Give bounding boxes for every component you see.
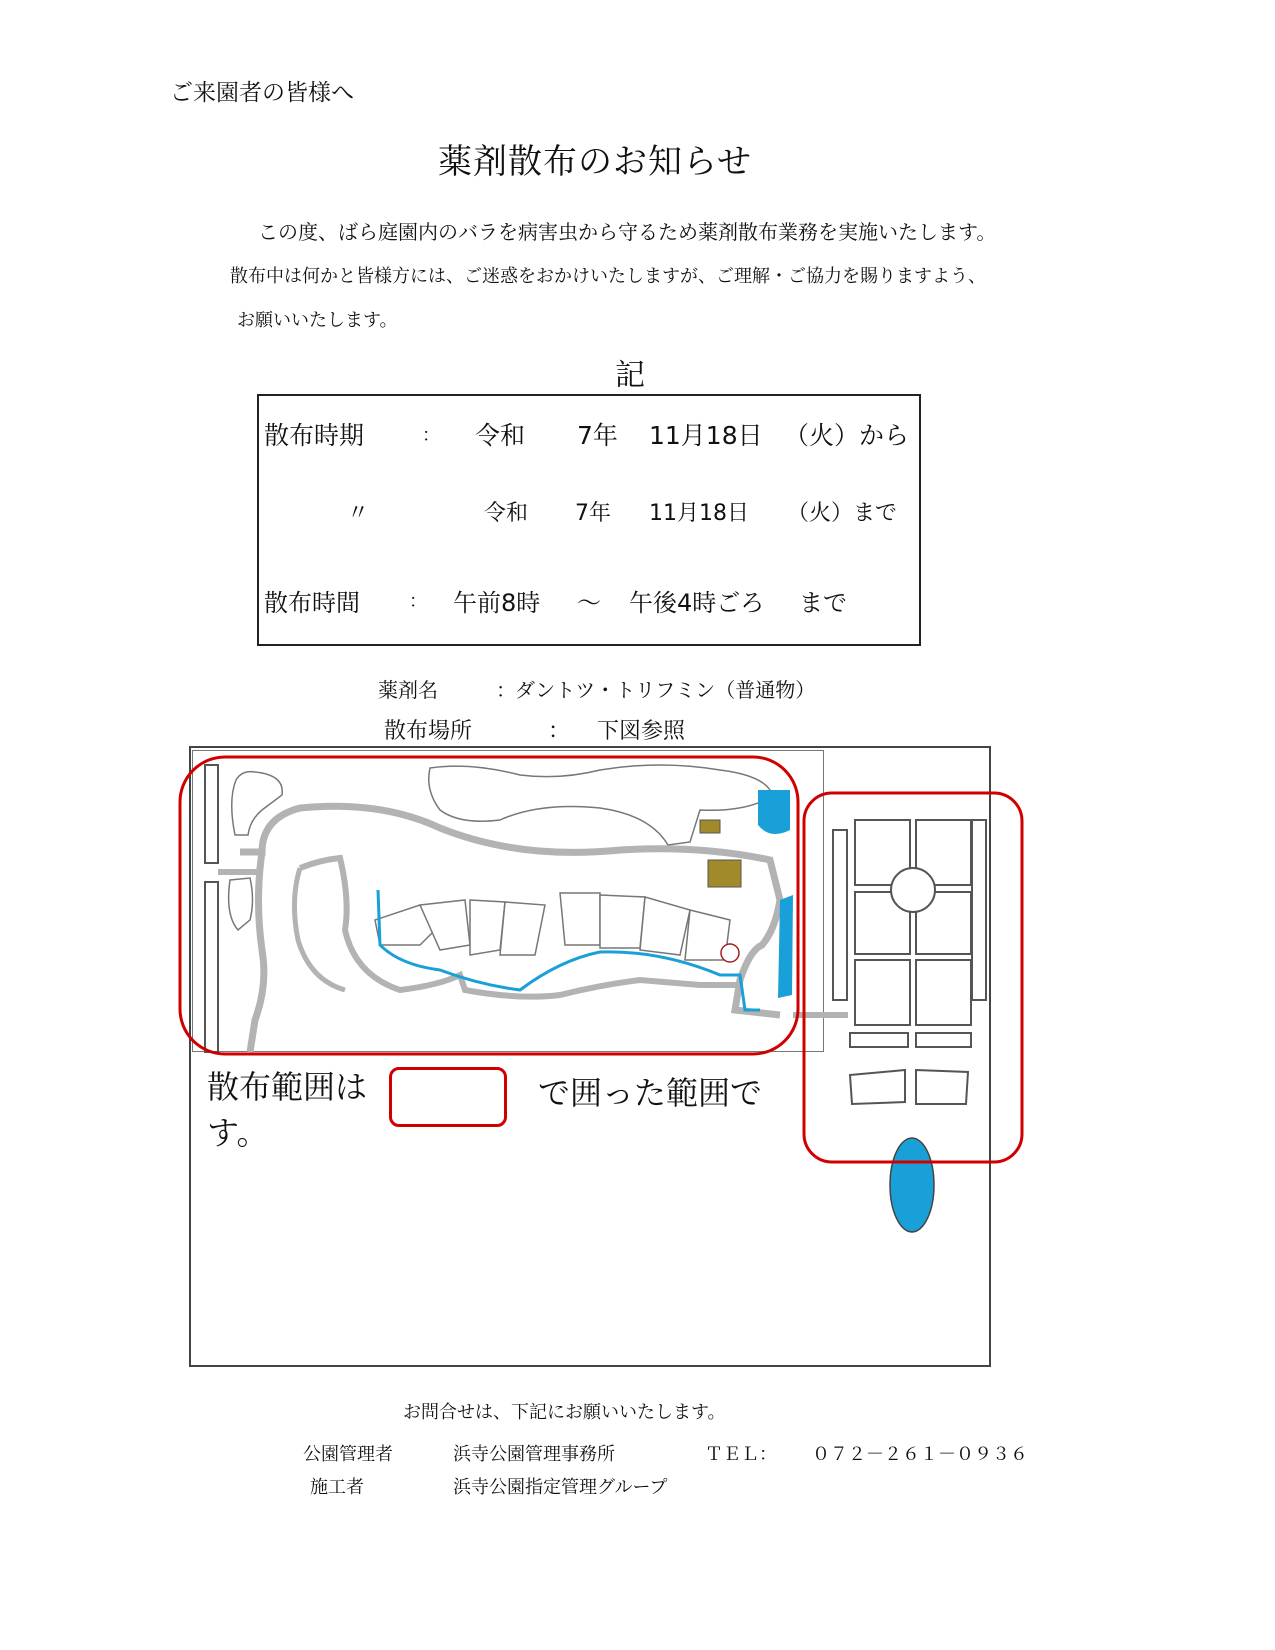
formal-strip-1: [850, 1033, 908, 1047]
rose-bed-6: [600, 895, 645, 948]
ki-heading: 記: [615, 358, 645, 393]
rose-bed-4: [500, 902, 545, 955]
time-tilde: ～: [577, 589, 601, 617]
contact-intro: お問合せは、下記にお願いいたします。: [403, 1402, 726, 1423]
inner-path-west: [294, 868, 345, 990]
formal-bench-left: [833, 830, 847, 1000]
left-bench-top: [205, 765, 218, 863]
building-small: [700, 820, 720, 833]
time-start: 午前8時: [453, 589, 541, 617]
manager-label: 公園管理者: [303, 1444, 393, 1465]
place-colon: ：: [548, 719, 571, 744]
contractor-label: 施工者: [310, 1477, 364, 1498]
formal-bed-5: [855, 960, 910, 1025]
time-until: まで: [799, 589, 847, 617]
period-era: 令和: [475, 421, 526, 450]
agent-value: ダントツ・トリフミン（普通物）: [515, 678, 816, 702]
period-label: 散布時期: [264, 421, 365, 450]
salutation: ご来園者の皆様へ: [170, 80, 354, 106]
intro-paragraph-2: 散布中は何かと皆様方には、ご迷惑をおかけいたしますが、ご理解・ご協力を賜りますよう、: [230, 266, 986, 287]
formal-bench-right: [972, 820, 986, 1000]
page-title: 薬剤散布のお知らせ: [438, 142, 752, 182]
east-pond-lower: [778, 895, 793, 998]
left-planting-lower: [229, 878, 253, 930]
fountain-marker: [721, 944, 739, 962]
formal-bed-6: [916, 960, 971, 1025]
tel-number: ０７２－２６１－０９３６: [812, 1444, 1028, 1465]
agent-colon: ：: [496, 678, 516, 702]
east-pond-upper: [758, 790, 790, 834]
period-colon: ：: [422, 425, 440, 446]
formal-garden: [833, 820, 986, 1104]
oval-pond: [890, 1138, 934, 1232]
legend-prefix: 散布範囲は: [207, 1068, 368, 1106]
ditto-mark: 〃: [347, 501, 370, 526]
place-value: 下図参照: [597, 719, 686, 744]
legend-red-box: [389, 1067, 507, 1127]
time-end: 午後4時ごろ: [629, 589, 765, 617]
legend-end: す。: [207, 1114, 269, 1152]
end-weekday: （火）まで: [787, 501, 898, 526]
tel-label: ＴＥＬ：: [705, 1444, 777, 1465]
formal-bed-7: [850, 1070, 905, 1104]
place-label: 散布場所: [384, 719, 473, 744]
end-year: 7年: [575, 501, 611, 526]
intro-paragraph-1: この度、ばら庭園内のバラを病害虫から守るため薬剤散布業務を実施いたします。: [258, 220, 997, 244]
formal-bed-8: [916, 1070, 968, 1104]
period-weekday: （火）から: [784, 421, 910, 450]
rose-bed-3: [470, 900, 505, 955]
time-colon: ：: [409, 591, 427, 612]
period-date: 11月18日: [649, 421, 763, 450]
end-era: 令和: [484, 501, 529, 526]
rose-bed-5: [560, 893, 600, 945]
left-bench-bottom: [205, 882, 218, 1052]
time-label: 散布時間: [264, 589, 360, 617]
legend-suffix: で囲った範囲で: [538, 1074, 763, 1112]
manager-name: 浜寺公園管理事務所: [453, 1444, 615, 1465]
agent-label: 薬剤名: [378, 678, 438, 702]
rose-bed-7: [640, 897, 690, 955]
building-large: [708, 860, 741, 887]
formal-fountain: [891, 868, 935, 912]
intro-paragraph-3: お願いいたします。: [237, 310, 398, 331]
rose-beds: [375, 893, 730, 960]
formal-strip-2: [916, 1033, 971, 1047]
end-date: 11月18日: [649, 501, 749, 526]
contractor-name: 浜寺公園指定管理グループ: [453, 1477, 668, 1498]
west-path: [250, 852, 264, 1052]
period-year: 7年: [577, 421, 618, 450]
